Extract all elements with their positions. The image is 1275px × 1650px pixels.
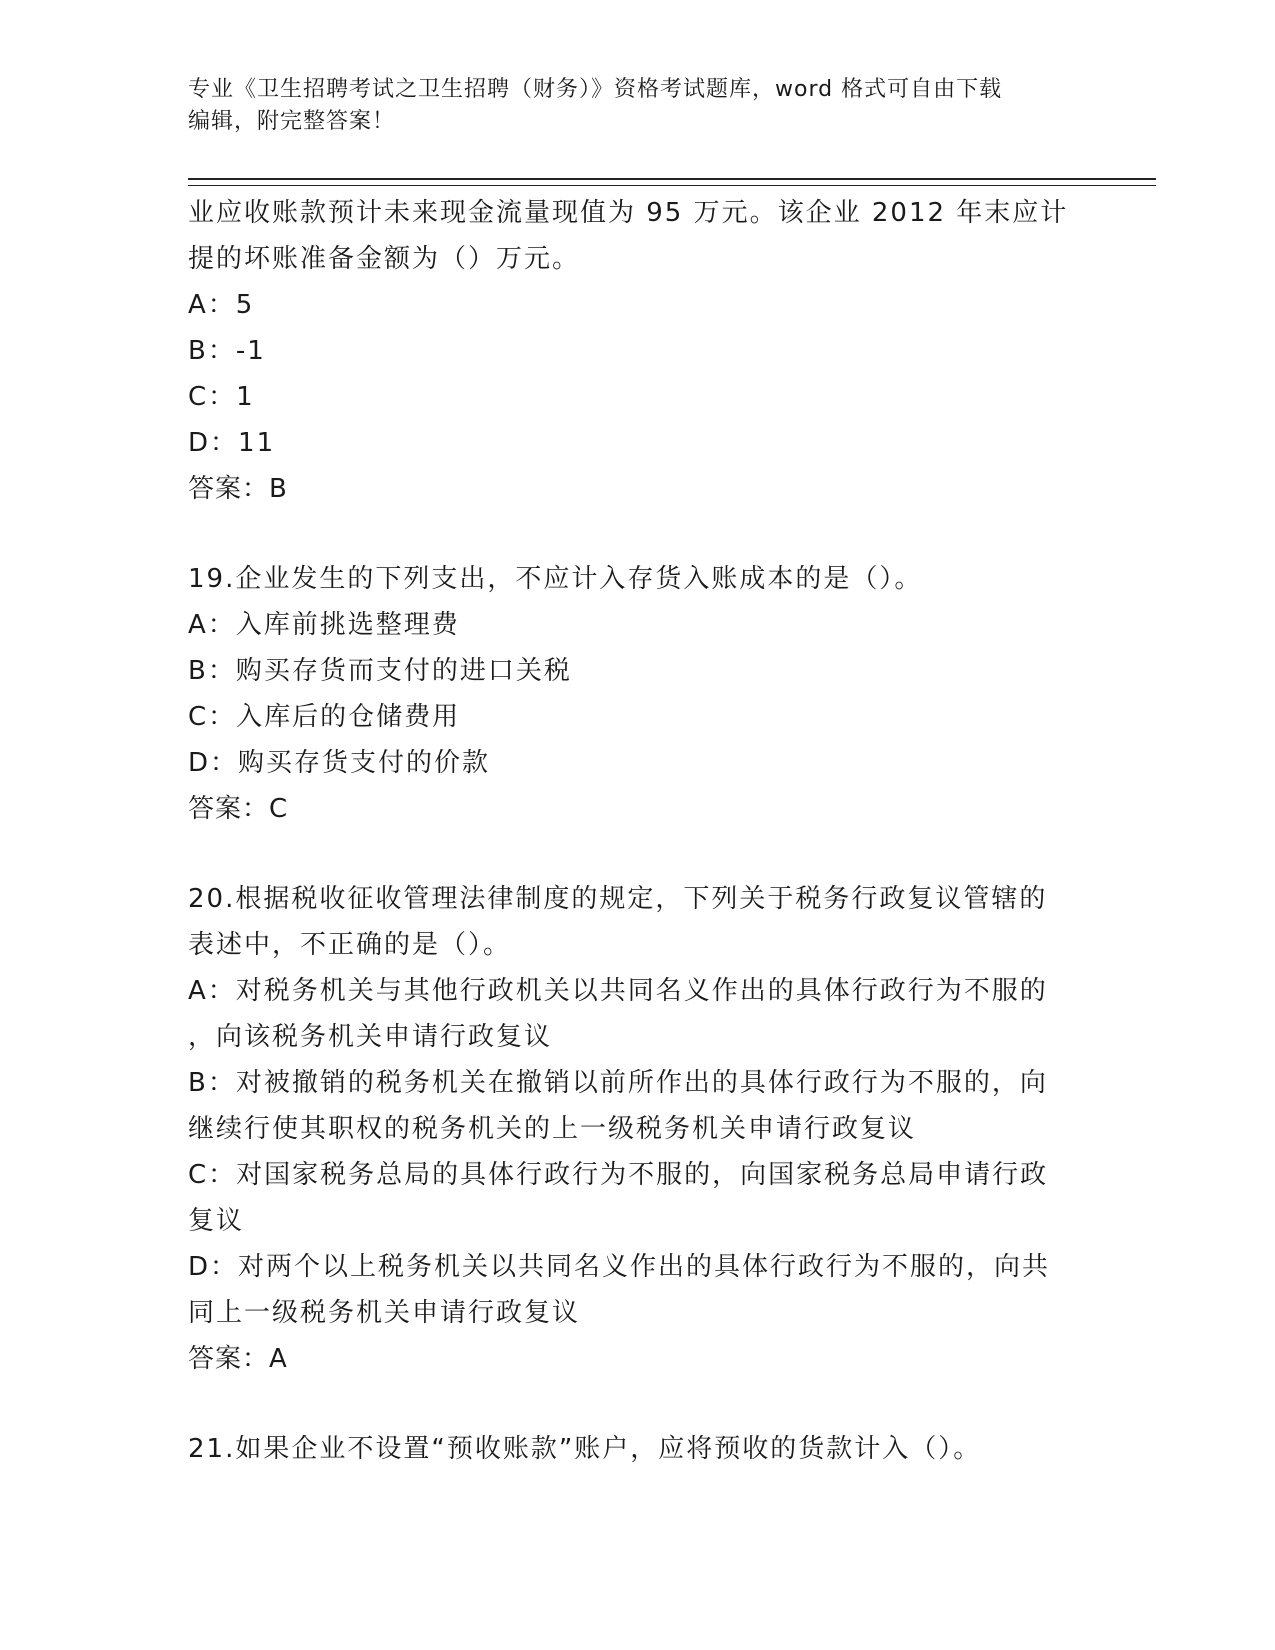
header-title-line-1: 专业《卫生招聘考试之卫生招聘（财务）》资格考试题库，word 格式可自由下载 [188,77,1003,102]
question-19 [188,556,1068,832]
option-c: C：1 [188,382,255,412]
answer-label: 答案：C [188,794,289,824]
option-b: B：对被撤销的税务机关在撤销以前所作出的具体行政行为不服的，向 [188,1068,1048,1098]
answer-label: 答案：A [188,1344,288,1374]
question-stem-line: 提的坏账准备金额为（）万元。 [188,244,581,274]
question-stem-line: 业应收账款预计未来现金流量现值为 95 万元。该企业 2012 年末应计 [188,198,1069,228]
option-d: D：11 [188,428,276,458]
header-divider [188,178,1156,186]
header-title-line-2: 编辑，附完整答案！ [188,109,396,134]
option-b: B：-1 [188,336,266,366]
option-d: D：对两个以上税务机关以共同名义作出的具体行政行为不服的，向共 [188,1252,1051,1282]
option-b-continued: 继续行使其职权的税务机关的上一级税务机关申请行政复议 [188,1114,917,1144]
question-gap [188,512,1068,556]
question-stem-line: 19.企业发生的下列支出，不应计入存货入账成本的是（）。 [188,564,923,594]
option-d: D：购买存货支付的价款 [188,748,491,778]
question-list [188,190,1068,1472]
option-a: A：对税务机关与其他行政机关以共同名义作出的具体行政行为不服的 [188,976,1048,1006]
answer-label: 答案：B [188,474,288,504]
question-21 [188,1426,1068,1472]
option-c: C：对国家税务总局的具体行政行为不服的，向国家税务总局申请行政 [188,1160,1049,1190]
question-gap [188,1382,1068,1426]
question-stem-line: 表述中，不正确的是（）。 [188,930,512,960]
question-gap [188,832,1068,876]
option-a: A：入库前挑选整理费 [188,610,460,640]
option-c-continued: 复议 [188,1206,245,1236]
question-18 [188,190,1068,512]
question-stem-line: 20.根据税收征收管理法律制度的规定，下列关于税务行政复议管辖的 [188,884,1048,914]
option-d-continued: 同上一级税务机关申请行政复议 [188,1298,581,1328]
option-b: B：购买存货而支付的进口关税 [188,656,572,686]
option-c: C：入库后的仓储费用 [188,702,461,732]
question-20 [188,876,1068,1382]
document-header [188,74,1068,138]
question-stem-line: 21.如果企业不设置“预收账款”账户，应将预收的货款计入（）。 [188,1434,982,1464]
option-a-continued: ，向该税务机关申请行政复议 [188,1022,553,1052]
option-a: A：5 [188,290,255,320]
